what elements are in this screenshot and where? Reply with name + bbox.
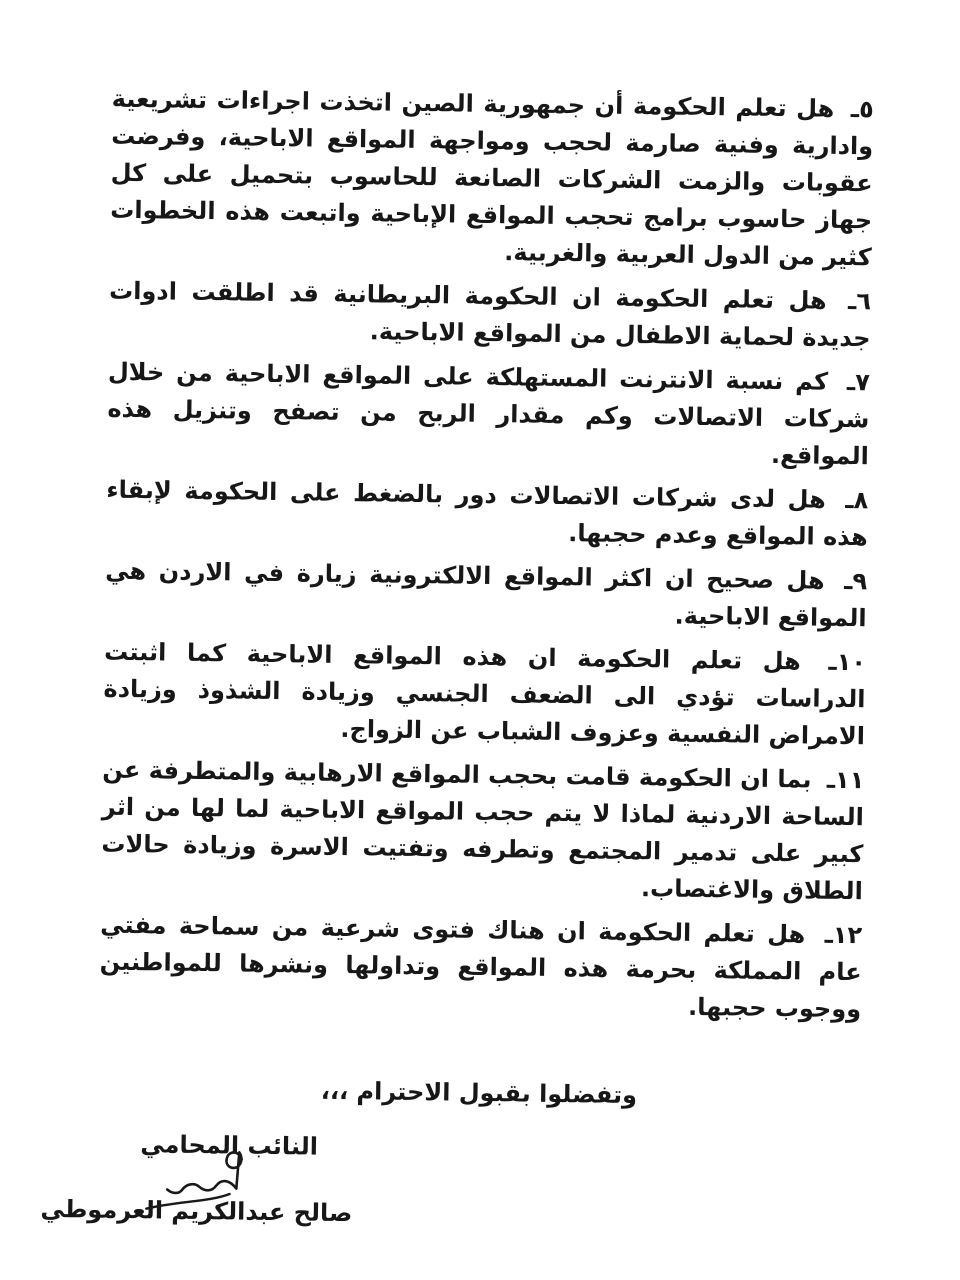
item-number: ٩ـ xyxy=(844,566,868,596)
item-number: ١٠ـ xyxy=(828,647,867,677)
item-number: ٥ـ xyxy=(850,95,874,124)
question-item xyxy=(107,354,870,476)
question-item xyxy=(106,472,869,557)
item-text: هل تعلم الحكومة ان هذه المواقع الاباحية كما اثبتت الدراسات تؤدي الى الضعف الجنسي وزيادة الشذوذ وزيادة الامراض النفسية وعزوف الشباب عن الزواج. xyxy=(103,637,866,751)
question-item xyxy=(101,752,865,911)
handwritten-signature xyxy=(123,1144,266,1214)
item-number: ١٢ـ xyxy=(824,920,863,950)
question-item xyxy=(109,81,874,277)
item-text: هل تعلم الحكومة ان هناك فتوى شرعية من سماحة مفتي عام المملكة بحرمة هذه المواقع وتداولها ونشرها للمواطنين ووجوب حجبها. xyxy=(99,910,862,1024)
item-text: كم نسبة الانترنت المستهلكة على المواقع الاباحية من خلال شركات الاتصالات وكم مقدار الربح من تصفح وتنزيل هذه المواقع. xyxy=(107,357,870,471)
item-text: هل تعلم الحكومة أن جمهورية الصين اتخذت اجراءات تشريعية وادارية وفنية صارمة لحجب ومواجهة المواقع الاباحية، وفرضت عقوبات والزمت الشركات الصانعة للحاسوب بتحميل على كل جهاز حاسوب برامج تحجب المواقع الإباحية واتبعت هذه الخطوات كثير من الدول العربية والغربية. xyxy=(110,84,874,272)
signature-block xyxy=(40,1129,353,1228)
item-text: بما ان الحكومة قامت بحجب المواقع الارهابية والمتطرفة عن الساحة الاردنية لماذا لا يتم حجب المواقع الاباحية لما لها من اثر كبير على تدمير المجتمع وتطرفه وتفتيت الاسرة وزيادة حالات الطلاق والاغتصاب. xyxy=(101,755,865,906)
item-text: هل صحيح ان اكثر المواقع الالكترونية زيارة في الاردن هي المواقع الاباحية. xyxy=(105,556,867,633)
question-item xyxy=(108,273,871,358)
letter-body xyxy=(40,81,874,1236)
item-number: ٨ـ xyxy=(845,485,869,515)
question-item xyxy=(99,907,862,1029)
item-number: ٧ـ xyxy=(846,367,871,397)
item-text: هل لدى شركات الاتصالات دور بالضغط على الحكومة لإبقاء هذه المواقع وعدم حجبها. xyxy=(106,475,868,552)
item-text: هل تعلم الحكومة ان الحكومة البريطانية قد اطلقت ادوات جديدة لحماية الاطفال من المواقع الاباحية. xyxy=(108,276,871,353)
item-number: ٦ـ xyxy=(847,286,872,316)
item-number: ١١ـ xyxy=(826,765,865,795)
signatory-name: صالح عبدالكريم العرموطي xyxy=(40,1194,353,1228)
question-item xyxy=(104,553,867,638)
signatory-title: النائب المحامي xyxy=(140,1130,319,1161)
question-item xyxy=(103,634,866,756)
closing-salutation: وتفضلوا بقبول الاحترام ،،، xyxy=(320,1076,638,1110)
